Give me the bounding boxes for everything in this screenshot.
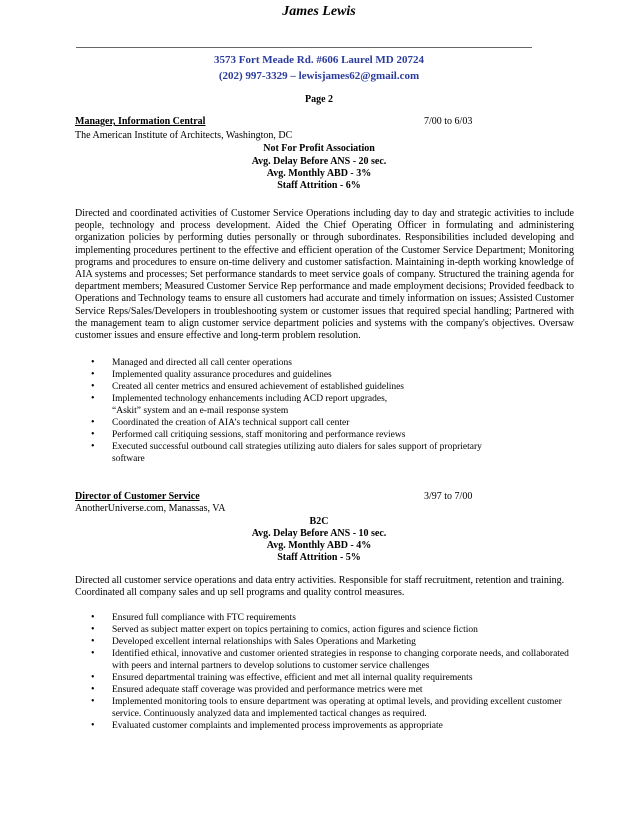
job-highlight: Avg. Delay Before ANS - 10 sec. bbox=[251, 528, 387, 539]
list-item: • Implemented quality assurance procedures and guidelines bbox=[75, 369, 574, 381]
header-divider bbox=[76, 47, 532, 48]
page-number: Page 2 bbox=[304, 94, 334, 105]
contact-phone-email: (202) 997-3329 – lewisjames62@gmail.com bbox=[218, 70, 420, 82]
list-item: • Developed excellent internal relationships with Sales Operations and Marketing bbox=[75, 636, 574, 648]
job-highlight: Avg. Monthly ABD - 3% bbox=[266, 168, 372, 179]
contact-address: 3573 Fort Meade Rd. #606 Laurel MD 20724 bbox=[214, 54, 424, 66]
list-item: • Served as subject matter expert on topics pertaining to comics, action figures and science fiction bbox=[75, 624, 574, 636]
list-item: • Implemented monitoring tools to ensure department was operating at optimal levels, and providing excellent customer service. Continuously analyzed data and implemented tactical changes as required. bbox=[75, 696, 574, 720]
job-summary: Directed and coordinated activities of Customer Service Operations including day to day and strategic activities to include people, technology and process development. Aided the Chief Operating Officer in formulating and administering organization policies by performing duties personally or through subordinates. Responsibilities included developing and implementing procedures pertinent to the effective and efficient operation of the Customer Service Department; Monitoring programs and procedures to ensure on-time delivery and customer satisfaction. Maintaining in-depth working knowledge of AIA systems and processes; Set performance standards to meet service goals of company. Structured the training agenda for department members; Measured Customer Service Rep performance and made employment decisions; Provided feedback to Operations and Technology teams to ensure all customers had accurate and timely information on issues; Assisted Customer Service Reps/Sales/Developers in troubleshooting system or customer issues that required special handling; Partnered with the management team to align customer service department policies and systems with the company's objectives. Oversaw customer issues and ensure effective and long-term problem resolution. bbox=[75, 208, 574, 342]
job-employer: AnotherUniverse.com, Manassas, VA bbox=[75, 503, 226, 514]
list-item: • Coordinated the creation of AIA’s technical support call center bbox=[75, 417, 574, 429]
list-item: • Ensured adequate staff coverage was provided and performance metrics were met bbox=[75, 684, 574, 696]
list-item: • Performed call critiquing sessions, staff monitoring and performance reviews bbox=[75, 429, 574, 441]
job-highlight: Avg. Monthly ABD - 4% bbox=[266, 540, 372, 551]
job-highlight: B2C bbox=[309, 516, 329, 527]
list-item: • Created all center metrics and ensured achievement of established guidelines bbox=[75, 381, 574, 393]
job-employer: The American Institute of Architects, Washington, DC bbox=[75, 130, 293, 141]
job-highlight: Avg. Delay Before ANS - 20 sec. bbox=[251, 156, 387, 167]
job-dates: 7/00 to 6/03 bbox=[424, 116, 473, 127]
job-bullet-list bbox=[75, 612, 574, 732]
list-item: • Implemented technology enhancements including ACD report upgrades, “Askit” system and an e-mail response system bbox=[75, 393, 574, 417]
job-highlight: Staff Attrition - 5% bbox=[277, 552, 361, 563]
list-item: • Ensured full compliance with FTC requirements bbox=[75, 612, 574, 624]
job-highlight: Not For Profit Association bbox=[263, 143, 375, 154]
job-title: Manager, Information Central bbox=[75, 116, 206, 127]
job-title: Director of Customer Service bbox=[75, 491, 200, 502]
list-item: • Evaluated customer complaints and implemented process improvements as appropriate bbox=[75, 720, 574, 732]
candidate-name: James Lewis bbox=[282, 4, 356, 19]
list-item: • Ensured departmental training was effective, efficient and met all internal quality requirements bbox=[75, 672, 574, 684]
list-item: • Managed and directed all call center operations bbox=[75, 357, 574, 369]
job-dates: 3/97 to 7/00 bbox=[424, 491, 473, 502]
job-summary: Directed all customer service operations and data entry activities. Responsible for staff recruitment, retention and training. Coordinated all company sales and up sell programs and quality control measures. bbox=[75, 575, 565, 599]
list-item: • Executed successful outbound call strategies utilizing auto dialers for sales support of proprietary software bbox=[75, 441, 574, 465]
job-bullet-list bbox=[75, 357, 574, 465]
job-highlight: Staff Attrition - 6% bbox=[277, 180, 361, 191]
list-item: • Identified ethical, innovative and customer oriented strategies in response to changing corporate needs, and collaborated with peers and internal partners to develop solutions to customer service challenges bbox=[75, 648, 574, 672]
